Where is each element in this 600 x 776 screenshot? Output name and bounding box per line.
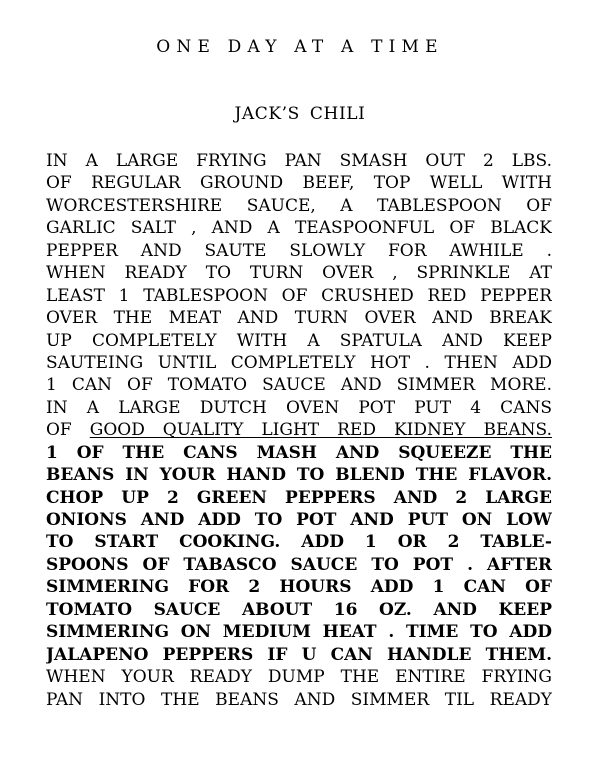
underlined-text: GOOD QUALITY LIGHT RED KIDNEY BEANS.: [89, 420, 552, 441]
recipe-line: [46, 217, 552, 239]
recipe-line-text: LEAST 1 TABLESPOON OF CRUSHED RED PEPPER: [46, 285, 552, 306]
recipe-line: [46, 599, 552, 621]
recipe-line: [46, 464, 552, 486]
recipe-line: [46, 509, 552, 531]
recipe-line-text: SIMMERING ON MEDIUM HEAT . TIME TO ADD: [46, 622, 552, 643]
recipe-line: [46, 666, 552, 688]
recipe-line-text: PEPPER AND SAUTE SLOWLY FOR AWHILE .: [46, 240, 552, 261]
recipe-line: [46, 330, 552, 352]
recipe-line-text: GARLIC SALT , AND A TEASPOONFUL OF BLACK: [46, 218, 552, 239]
recipe-line-text: OF: [46, 420, 90, 441]
recipe-line: [46, 150, 552, 172]
recipe-line-text: BEANS IN YOUR HAND TO BLEND THE FLAVOR.: [46, 465, 552, 486]
recipe-title: JACK’S CHILI: [234, 104, 366, 124]
recipe-body: [46, 150, 552, 711]
recipe-line-text: WHEN READY TO TURN OVER , SPRINKLE AT: [46, 263, 552, 284]
recipe-line-text: IN A LARGE DUTCH OVEN POT PUT 4 CANS: [46, 397, 552, 418]
recipe-line-text: WORCESTERSHIRE SAUCE, A TABLESPOON OF: [46, 195, 552, 216]
recipe-line: [46, 576, 552, 598]
recipe-line: [46, 644, 552, 666]
recipe-line: [46, 172, 552, 194]
recipe-line-text: TOMATO SAUCE ABOUT 16 OZ. AND KEEP: [46, 599, 552, 620]
recipe-line-text: UP COMPLETELY WITH A SPATULA AND KEEP: [46, 330, 552, 351]
recipe-line: [46, 195, 552, 217]
recipe-line-text: SAUTEING UNTIL COMPLETELY HOT . THEN ADD: [46, 352, 552, 373]
page-header: ONE DAY AT A TIME: [156, 37, 444, 57]
recipe-line: [46, 689, 552, 711]
recipe-line-text: ONIONS AND ADD TO POT AND PUT ON LOW: [46, 510, 552, 530]
recipe-line-text: SIMMERING FOR 2 HOURS ADD 1 CAN OF: [46, 577, 552, 598]
recipe-line: [46, 419, 552, 441]
recipe-line: [46, 307, 552, 329]
recipe-line-text: SPOONS OF TABASCO SAUCE TO POT . AFTER: [46, 554, 552, 575]
recipe-line-text: IN A LARGE FRYING PAN SMASH OUT 2 LBS.: [46, 151, 552, 171]
recipe-line-text: 1 OF THE CANS MASH AND SQUEEZE THE: [46, 442, 552, 463]
recipe-line: [46, 397, 552, 419]
recipe-line-text: OF REGULAR GROUND BEEF, TOP WELL WITH: [46, 173, 552, 194]
recipe-line-text: OVER THE MEAT AND TURN OVER AND BREAK: [46, 308, 552, 329]
recipe-line: [46, 262, 552, 284]
recipe-line: [46, 487, 552, 509]
recipe-line-text: TO START COOKING. ADD 1 OR 2 TABLE-: [46, 532, 552, 553]
recipe-line: [46, 374, 552, 396]
recipe-line: [46, 442, 552, 464]
recipe-line: [46, 621, 552, 643]
recipe-line-text: 1 CAN OF TOMATO SAUCE AND SIMMER MORE.: [46, 375, 552, 396]
recipe-line: [46, 240, 552, 262]
recipe-line: [46, 531, 552, 553]
recipe-line-text: CHOP UP 2 GREEN PEPPERS AND 2 LARGE: [46, 487, 552, 508]
recipe-line-text: JALAPENO PEPPERS IF U CAN HANDLE THEM.: [46, 644, 552, 665]
recipe-line: [46, 352, 552, 374]
recipe-line-text: WHEN YOUR READY DUMP THE ENTIRE FRYING: [46, 667, 552, 688]
recipe-line: [46, 554, 552, 576]
recipe-line: [46, 285, 552, 307]
recipe-line-text: PAN INTO THE BEANS AND SIMMER TIL READY: [46, 689, 552, 710]
